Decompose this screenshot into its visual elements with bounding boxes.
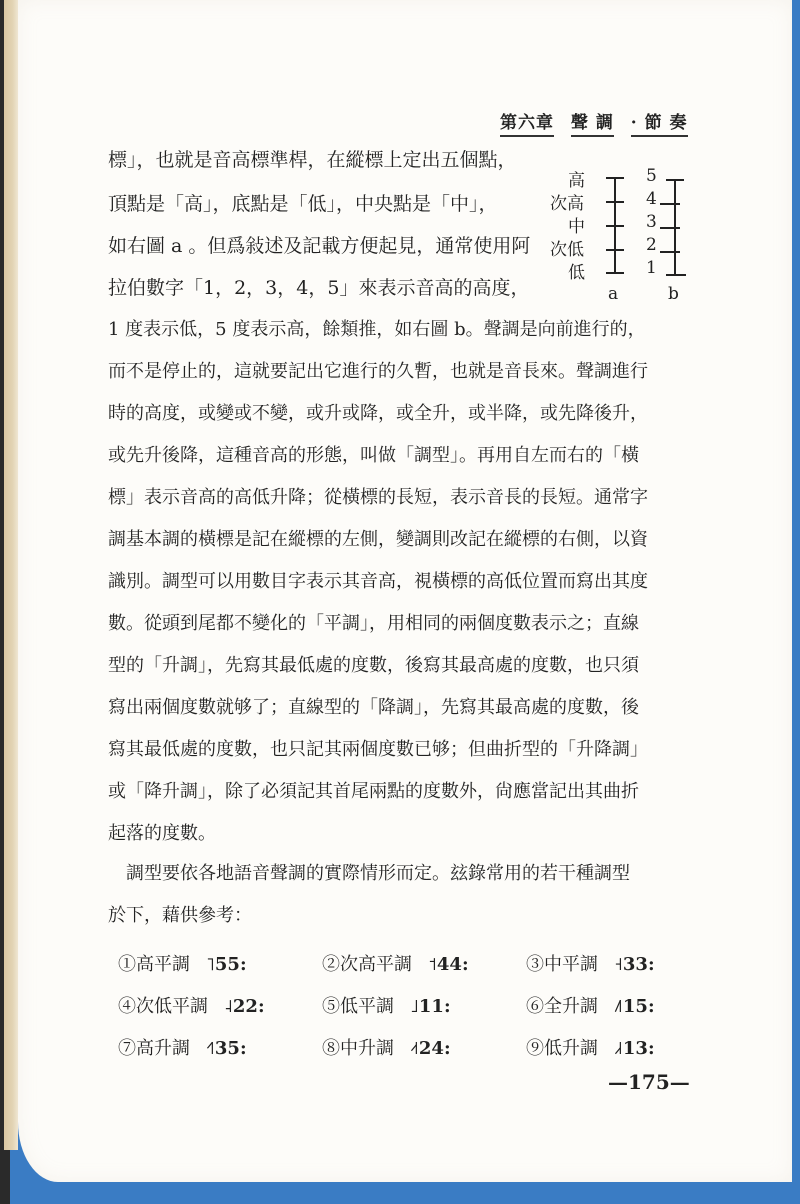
chapter-label: 第六章: [500, 113, 554, 137]
fig-b-caption: b: [668, 284, 679, 304]
tone-name: 低升調: [544, 1038, 598, 1059]
body-line: 數。從頭到尾都不變化的「平調」，用相同的兩個度數表示之；直線: [108, 613, 639, 634]
tone-value: 11:: [418, 996, 451, 1017]
fig-a-tick: [606, 225, 624, 227]
body-line: 頂點是「高」，底點是「低」，中央點是「中」，: [108, 193, 498, 215]
tone-letter-icon: ˩: [410, 996, 419, 1017]
tone-name: 高升調: [136, 1038, 190, 1059]
tone-letter-icon: ˧˥: [206, 1038, 215, 1059]
fig-b-label-4: 4: [646, 189, 657, 209]
body-line: 拉伯數字「1，2，3，4，5」來表示音高的高度，: [108, 277, 530, 299]
fig-b-tick: [660, 203, 680, 205]
tone-letter-icon: ˨: [224, 996, 233, 1017]
chapter-title-2: · 節 奏: [631, 113, 688, 137]
tone-letter-icon: ˨˦: [410, 1038, 419, 1059]
tone-number: ④: [118, 996, 136, 1017]
body-line: 調基本調的橫標是記在縱標的左側，變調則改記在縱標的右側，以資: [108, 529, 648, 550]
tone-name: 次低平調: [136, 996, 208, 1017]
tone-name: 全升調: [544, 996, 598, 1017]
tone-number: ②: [322, 954, 340, 975]
tone-item: [322, 950, 469, 976]
tone-name: 中升調: [340, 1038, 394, 1059]
body-line: 識別。調型可以用數目字表示其音高，視橫標的高低位置而寫出其度: [108, 571, 648, 592]
fig-a-caption: a: [608, 284, 619, 304]
body-line: 標」，也就是音高標準桿，在縱標上定出五個點，: [108, 149, 517, 171]
body-line: 或先升後降，這種音高的形態，叫做「調型」。再用自左而右的「橫: [108, 445, 639, 466]
tone-number: ⑦: [118, 1038, 136, 1059]
fig-a-label-high: 高: [568, 171, 585, 191]
tone-value: 55:: [214, 954, 247, 975]
tone-letter-icon: ˧: [614, 954, 623, 975]
fig-a-label-mid-high: 次高: [550, 194, 584, 214]
tone-letter-icon: ˥: [206, 954, 215, 975]
tone-letter-icon: ˦: [428, 954, 437, 975]
tone-number: ⑥: [526, 996, 544, 1017]
tone-value: 24:: [418, 1038, 451, 1059]
body-line: 而不是停止的，這就要記出它進行的久暫，也就是音長來。聲調進行: [108, 361, 648, 382]
tone-value: 35:: [214, 1038, 247, 1059]
body-line: 型的「升調」，先寫其最低處的度數，後寫其最高處的度數，也只須: [108, 655, 639, 676]
tone-letter-icon: ˩˥: [614, 996, 623, 1017]
tone-number: ①: [118, 954, 136, 975]
tone-item: [526, 950, 655, 976]
body-line: 1 度表示低，5 度表示高，餘類推，如右圖 b。聲調是向前進行的，: [108, 319, 646, 340]
body-line: 寫其最低處的度數，也只記其兩個度數已够；但曲折型的「升降調」: [108, 739, 648, 760]
tone-item: [118, 992, 265, 1018]
body-line: 時的高度，或變或不變，或升或降，或全升，或半降，或先降後升，: [108, 403, 648, 424]
fig-b-tick: [666, 274, 686, 276]
body-line: 寫出兩個度數就够了；直線型的「降調」，先寫其最高處的度數，後: [108, 697, 639, 718]
fig-a-label-low: 低: [568, 263, 585, 283]
tone-item: [526, 1034, 655, 1060]
fig-a-tick: [606, 272, 624, 274]
page-number: —175—: [608, 1070, 690, 1094]
pitch-scale-figure: [550, 160, 700, 310]
fig-b-label-5: 5: [646, 166, 657, 186]
tone-item: [118, 1034, 247, 1060]
tone-value: 22:: [232, 996, 265, 1017]
fig-a-tick: [606, 201, 624, 203]
tone-name: 次高平調: [340, 954, 412, 975]
fig-a-tick: [606, 177, 624, 179]
fig-a-label-mid-low: 次低: [550, 240, 584, 260]
tone-letter-icon: ˩˧: [614, 1038, 623, 1059]
running-head: [500, 108, 698, 133]
fig-a-tick: [606, 249, 624, 251]
tone-name: 中平調: [544, 954, 598, 975]
body-line: 起落的度數。: [108, 823, 216, 844]
tone-item: [526, 992, 655, 1018]
tone-item: [322, 1034, 451, 1060]
fig-b-label-2: 2: [646, 235, 657, 255]
tone-number: ⑨: [526, 1038, 544, 1059]
fig-b-tick: [660, 251, 680, 253]
tone-value: 15:: [622, 996, 655, 1017]
tone-name: 高平調: [136, 954, 190, 975]
fig-b-tick: [660, 227, 680, 229]
fig-b-tick: [666, 179, 684, 181]
body-line: 或「降升調」，除了必須記其首尾兩點的度數外，尙應當記出其曲折: [108, 781, 639, 802]
tone-value: 13:: [622, 1038, 655, 1059]
tone-number: ③: [526, 954, 544, 975]
fig-b-label-3: 3: [646, 212, 657, 232]
tone-item: [118, 950, 247, 976]
tone-number: ⑧: [322, 1038, 340, 1059]
book-spine-edge: [4, 0, 18, 1150]
tone-value: 44:: [436, 954, 469, 975]
chapter-title-1: 聲 調: [571, 113, 614, 137]
body-line: 標」表示音高的高低升降；從橫標的長短，表示音長的長短。通常字: [108, 487, 648, 508]
body-line: 於下，藉供參考：: [108, 905, 252, 926]
tone-value: 33:: [622, 954, 655, 975]
fig-b-label-1: 1: [646, 258, 657, 278]
tone-number: ⑤: [322, 996, 340, 1017]
body-line: 調型要依各地語音聲調的實際情形而定。玆錄常用的若干種調型: [108, 863, 630, 884]
tone-name: 低平調: [340, 996, 394, 1017]
body-line: 如右圖 a 。但爲敍述及記載方便起見，通常使用阿: [108, 235, 531, 257]
tone-item: [322, 992, 451, 1018]
fig-a-label-mid: 中: [568, 217, 585, 237]
